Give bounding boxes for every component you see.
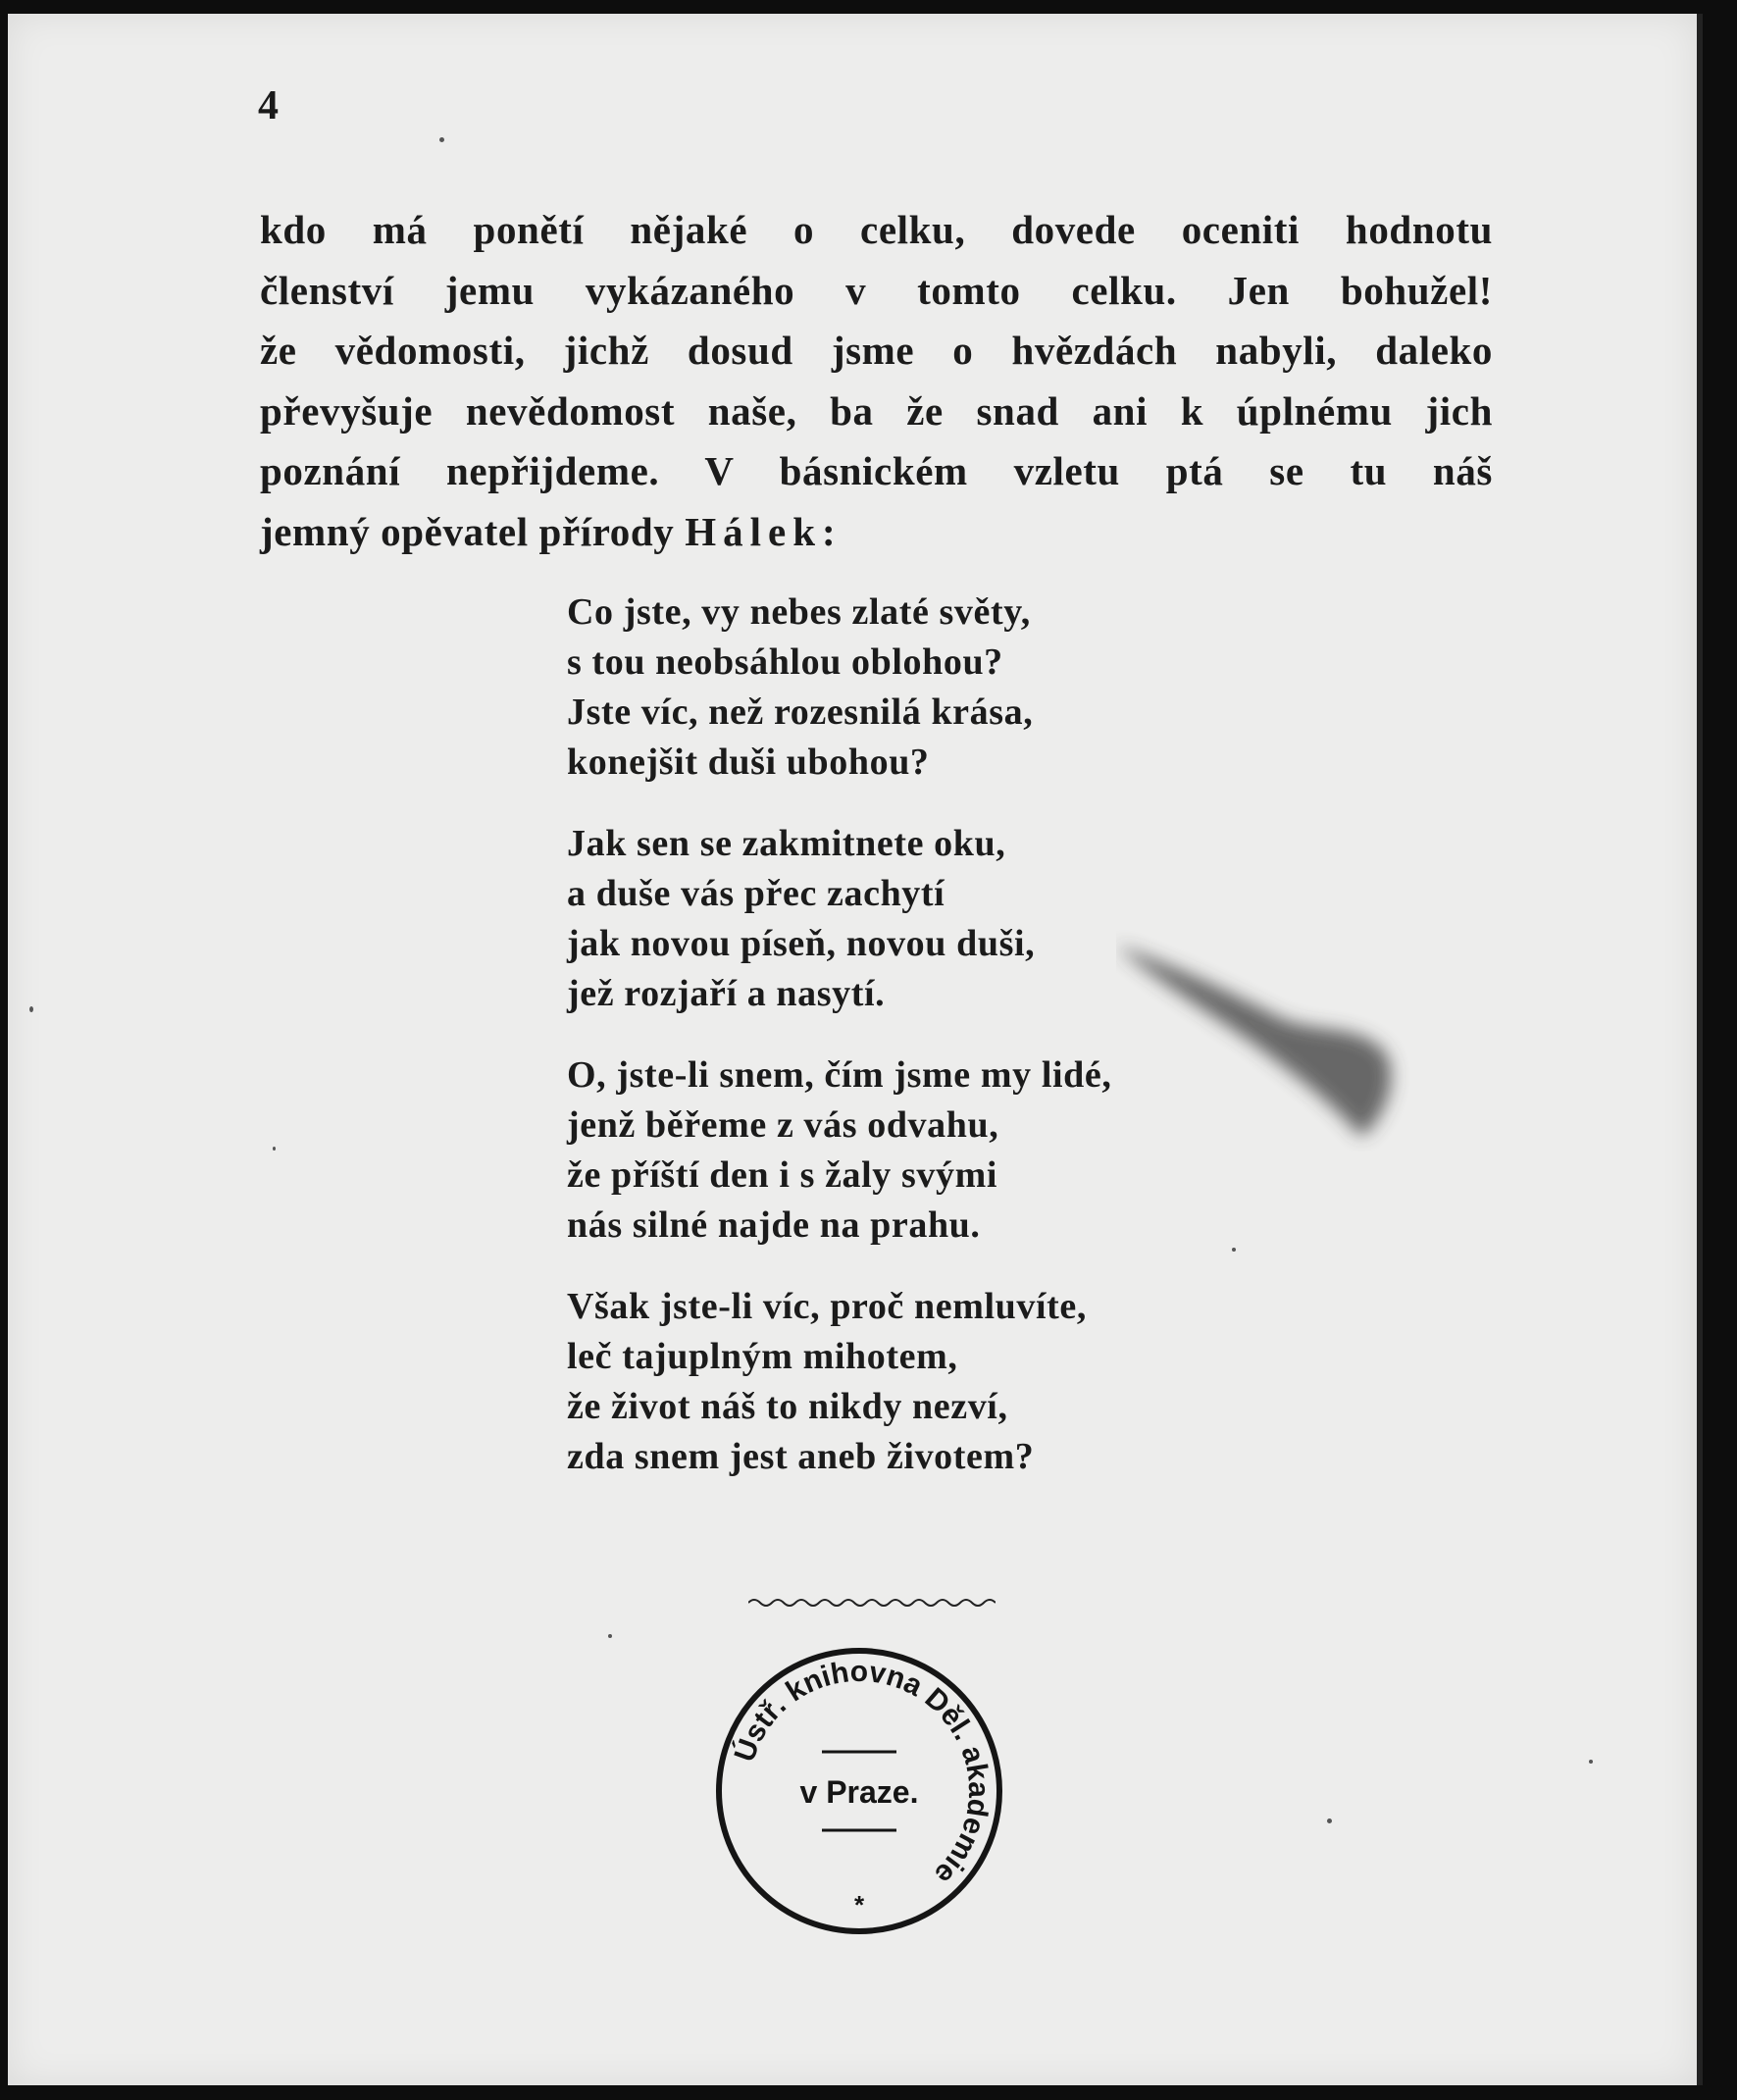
book-page: [8, 14, 1697, 2085]
verse-line: Však jste-li víc, proč nemluvíte,: [567, 1286, 1087, 1327]
stamp-center-text: v Praze.: [799, 1774, 919, 1810]
prose-line: že vědomosti, jichž dosud jsme o hvězdách nabyli, daleko: [260, 328, 1493, 373]
prose-line: převyšuje nevědomost naše, ba že snad ani k úplnému jich: [260, 387, 1493, 434]
verse-line: Jste víc, než rozesnilá krása,: [567, 691, 1034, 733]
prose-final-after: :: [822, 508, 837, 554]
verse-line: že příští den i s žaly svými: [567, 1154, 997, 1196]
dust-speck: [608, 1634, 612, 1638]
verse-line: jak novou píseň, novou duši,: [567, 923, 1036, 964]
verse-line: O, jste-li snem, čím jsme my lidé,: [567, 1054, 1112, 1096]
verse-line: nás silné najde na prahu.: [567, 1204, 981, 1246]
stanza: [567, 1282, 1111, 1482]
page-edge: [1697, 14, 1703, 2085]
verse-line: s tou neobsáhlou oblohou?: [567, 641, 1003, 683]
dust-speck: [1327, 1818, 1332, 1823]
verse-line: jež rozjaří a nasytí.: [567, 973, 886, 1014]
library-stamp: [712, 1644, 1006, 1938]
dust-speck: [439, 137, 444, 142]
decorative-rule: [748, 1597, 996, 1609]
prose-line: poznání nepřijdeme. V básnickém vzletu ptá se tu náš: [260, 448, 1493, 493]
page-number: 4: [258, 83, 279, 128]
dust-speck: [1589, 1760, 1593, 1764]
dust-speck: [29, 1006, 33, 1012]
prose-final-before: jemný opěvatel přírody: [260, 508, 686, 554]
verse-line: Co jste, vy nebes zlaté světy,: [567, 591, 1031, 633]
verse-line: leč tajuplným mihotem,: [567, 1336, 958, 1377]
author-name: Hálek: [685, 508, 823, 554]
dust-speck: [1232, 1248, 1236, 1252]
verse-line: jenž běřeme z vás odvahu,: [567, 1104, 999, 1146]
stamp-star: *: [853, 1890, 865, 1920]
verse-line: Jak sen se zakmitnete oku,: [567, 823, 1006, 864]
ink-smudge: [1116, 926, 1410, 1152]
verse-line: a duše vás přec zachytí: [567, 873, 945, 914]
verse-line: konejšit duši ubohou?: [567, 742, 930, 783]
verse-line: že život náš to nikdy nezví,: [567, 1386, 1008, 1427]
prose-paragraph: [260, 200, 1493, 562]
verse-line: zda snem jest aneb životem?: [567, 1436, 1035, 1477]
stanza: [567, 588, 1111, 788]
poem: [567, 588, 1111, 1513]
dust-speck: [273, 1147, 276, 1151]
prose-line: kdo má ponětí nějaké o celku, dovede oceniti hodnotu: [260, 207, 1493, 252]
stanza: [567, 819, 1111, 1019]
stanza: [567, 1050, 1111, 1251]
prose-line-final: [260, 502, 1493, 563]
stamp-ring-text: Ústř. knihovna Děl. akademie: [728, 1655, 996, 1891]
prose-line: členství jemu vykázaného v tomto celku. Jen bohužel!: [260, 267, 1493, 313]
